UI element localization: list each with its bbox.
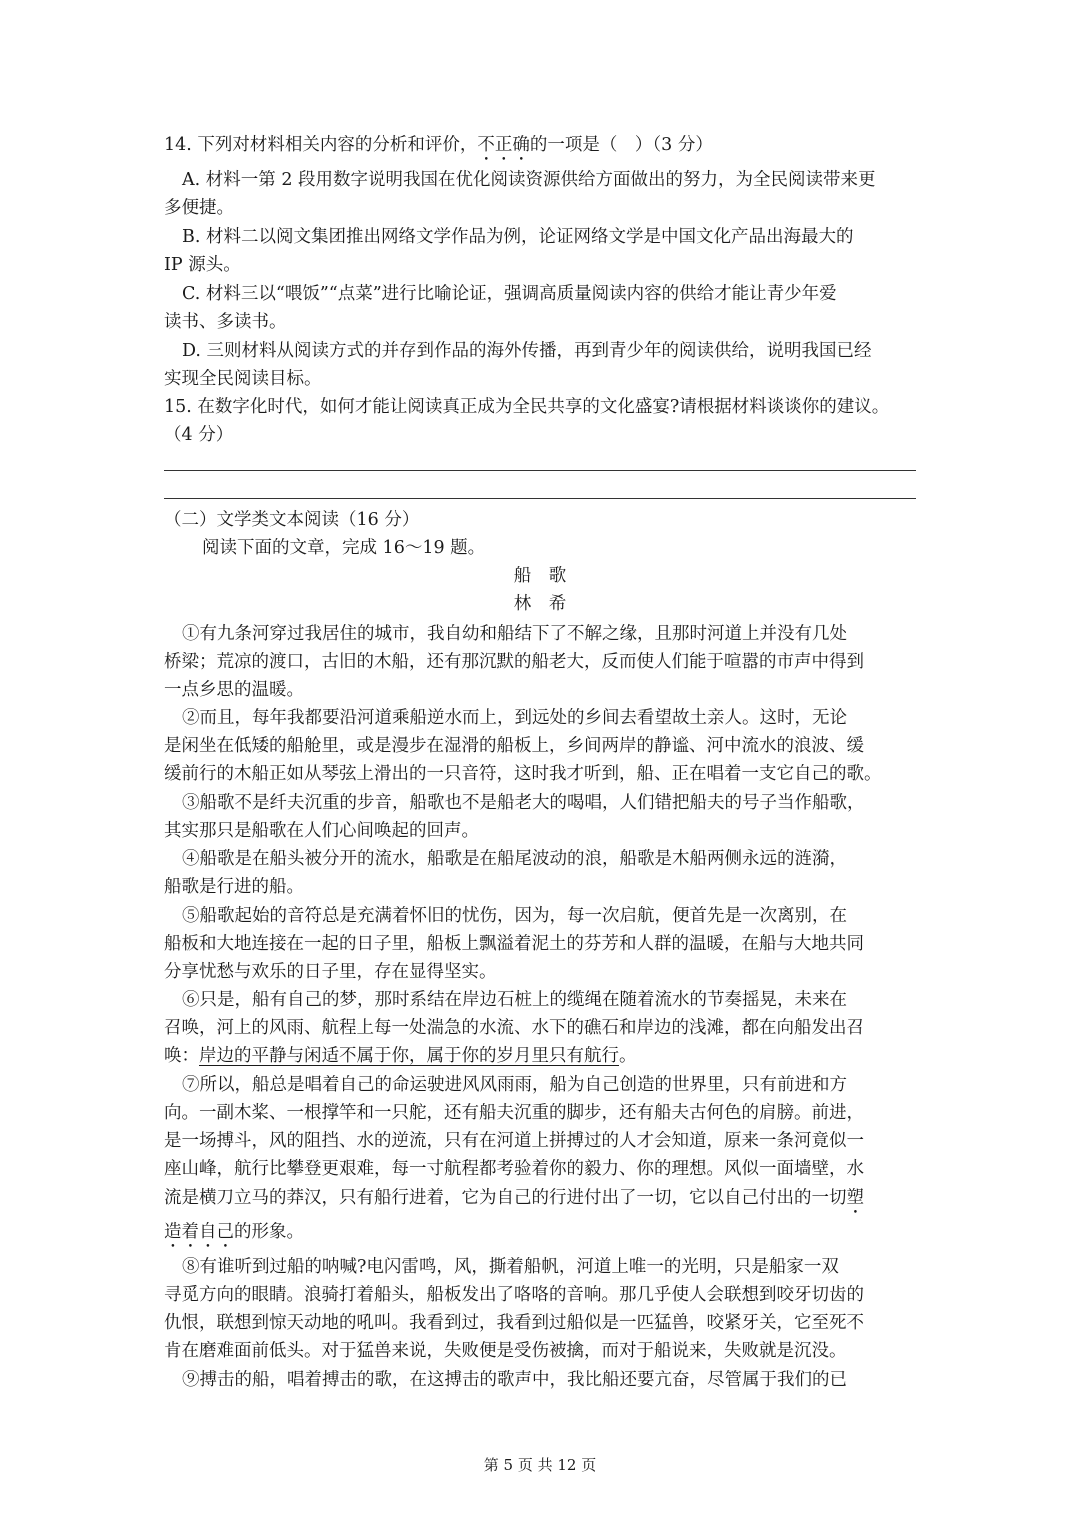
q14-option-b-line1: B. 材料二以阅文集团推出网络文学作品为例，论证网络文学是中国文化产品出海最大的 — [182, 227, 854, 247]
paragraph-1-line: 桥梁；荒凉的渡口，古旧的木船，还有那沉默的船老大，反而使人们能于喧嚣的市声中得到 — [164, 652, 864, 672]
paragraph-6-period: 。 — [619, 1046, 637, 1066]
paragraph-7-text: 流是横刀立马的莽汉，只有船行进着，它为自己的行进付出了一切，它以自己付出的一切 — [164, 1188, 847, 1208]
paragraph-6-line: 召唤，河上的风雨、航程上每一处湍急的水流、水下的礁石和岸边的浅滩，都在向船发出召 — [164, 1018, 864, 1038]
paragraph-8-line: 仇恨，联想到惊天动地的吼叫。我看到过，我看到过船似是一匹猛兽，咬紧牙关，它至死不 — [164, 1313, 864, 1333]
q15-points: （4 分） — [164, 425, 234, 445]
paragraph-5-line: ⑤船歌起始的音符总是充满着怀旧的忧伤，因为，每一次启航，便首先是一次离别，在 — [182, 906, 847, 926]
q14-option-a-line2: 多便捷。 — [164, 198, 234, 218]
underlined-sentence: 岸边的平静与闲适不属于你，属于你的岁月里只有航行 — [199, 1046, 619, 1066]
paragraph-8-line: 寻觅方向的眼睛。浪骑打着船头，船板发出了咯咯的音响。那几乎使人会联想到咬牙切齿的 — [164, 1285, 864, 1305]
paragraph-4-line: 船歌是行进的船。 — [164, 877, 304, 897]
paragraph-2-line: 是闲坐在低矮的船舱里，或是漫步在湿滑的船板上，乡间两岸的静谧、河中流水的浪波、缓 — [164, 736, 864, 756]
q14-option-d-line2: 实现全民阅读目标。 — [164, 369, 322, 389]
paragraph-1-line: ①有九条河穿过我居住的城市，我自幼和船结下了不解之缘，且那时河道上并没有几处 — [182, 624, 847, 644]
answer-line-1 — [164, 470, 916, 471]
paragraph-8-line: 肯在磨难面前低头。对于猛兽来说，失败便是受伤被擒，而对于船说来，失败就是沉没。 — [164, 1341, 847, 1361]
paragraph-7-line: ⑦所以，船总是唱着自己的命运驶进风风雨雨，船为自己创造的世界里，只有前进和方 — [182, 1075, 847, 1095]
paragraph-4-line: ④船歌是在船头被分开的流水，船歌是在船尾波动的浪，船歌是木船两侧永远的涟漪， — [182, 849, 847, 869]
q14-stem — [164, 131, 713, 165]
article-author: 林 希 — [513, 594, 567, 614]
section-heading: （二）文学类文本阅读（16 分） — [164, 510, 420, 530]
paragraph-9-line: ⑨搏击的船，唱着搏击的歌，在这搏击的歌声中，我比船还要亢奋，尽管属于我们的已 — [182, 1370, 847, 1390]
q15-stem: 15. 在数字化时代，如何才能让阅读真正成为全民共享的文化盛宴?请根据材料谈谈你的建议。 — [164, 397, 890, 417]
page-footer: 第 5 页 共 12 页 — [483, 1456, 597, 1474]
paragraph-1-line: 一点乡思的温暖。 — [164, 680, 304, 700]
paragraph-5-line: 船板和大地连接在一起的日子里，船板上飘溢着泥土的芬芳和人群的温暖，在船与大地共同 — [164, 934, 864, 954]
paragraph-7-text: 的形象。 — [234, 1222, 304, 1242]
paragraph-7-line: 向。一副木桨、一根撑竿和一只舵，还有船夫沉重的脚步，还有船夫古何色的肩膀。前进， — [164, 1103, 864, 1123]
paragraph-3-line: 其实那只是船歌在人们心间唤起的回声。 — [164, 821, 479, 841]
emphasized-word: 塑 — [846, 1188, 864, 1208]
paragraph-2-line: 缓前行的木船正如从琴弦上滑出的一只音符，这时我才听到，船、正在唱着一支它自己的歌。 — [164, 764, 882, 784]
paragraph-7-line — [164, 1218, 304, 1252]
q14-option-c-line1: C. 材料三以“喂饭”“点菜”进行比喻论证，强调高质量阅读内容的供给才能让青少年爱 — [182, 284, 837, 304]
q14-option-d-line1: D. 三则材料从阅读方式的并存到作品的海外传播，再到青少年的阅读供给，说明我国已经 — [182, 341, 872, 361]
emphasized-word: 造着自己 — [164, 1222, 234, 1242]
article-title: 船 歌 — [513, 566, 567, 586]
paragraph-3-line: ③船歌不是纤夫沉重的步音，船歌也不是船老大的喝唱，人们错把船夫的号子当作船歌， — [182, 793, 865, 813]
q14-option-c-line2: 读书、多读书。 — [164, 312, 287, 332]
paragraph-7-line: 座山峰，航行比攀登更艰难，每一寸航程都考验着你的毅力、你的理想。风似一面墙壁，水 — [164, 1159, 864, 1179]
q14-stem-text: 14. 下列对材料相关内容的分析和评价， — [164, 135, 478, 155]
section-instruction: 阅读下面的文章，完成 16～19 题。 — [202, 538, 486, 558]
paragraph-6-lead: 唤： — [164, 1046, 199, 1066]
q14-option-a-line1: A. 材料一第 2 段用数字说明我国在优化阅读资源供给方面做出的努力，为全民阅读带来更 — [182, 170, 876, 190]
paragraph-8-line: ⑧有谁听到过船的呐喊?电闪雷鸣，风，撕着船帆，河道上唯一的光明，只是船家一双 — [182, 1257, 839, 1277]
paragraph-7-line: 是一场搏斗，风的阻挡、水的逆流，只有在河道上拼搏过的人才会知道，原来一条河竟似一 — [164, 1131, 864, 1151]
answer-line-2 — [164, 498, 916, 499]
paragraph-5-line: 分享忧愁与欢乐的日子里，存在显得坚实。 — [164, 962, 497, 982]
paragraph-6-line-underlined — [164, 1042, 637, 1070]
paragraph-2-line: ②而且，每年我都要沿河道乘船逆水而上，到远处的乡间去看望故土亲人。这时，无论 — [182, 708, 847, 728]
q14-stem-tail: 的一项是（ ）（3 分） — [529, 135, 713, 155]
q14-emphasis: 不正确 — [477, 135, 530, 155]
paragraph-6-line: ⑥只是，船有自己的梦，那时系结在岸边石桩上的缆绳在随着流水的节奏摇晃，未来在 — [182, 990, 847, 1010]
paragraph-7-line — [164, 1184, 864, 1218]
q14-option-b-line2: IP 源头。 — [164, 255, 241, 275]
